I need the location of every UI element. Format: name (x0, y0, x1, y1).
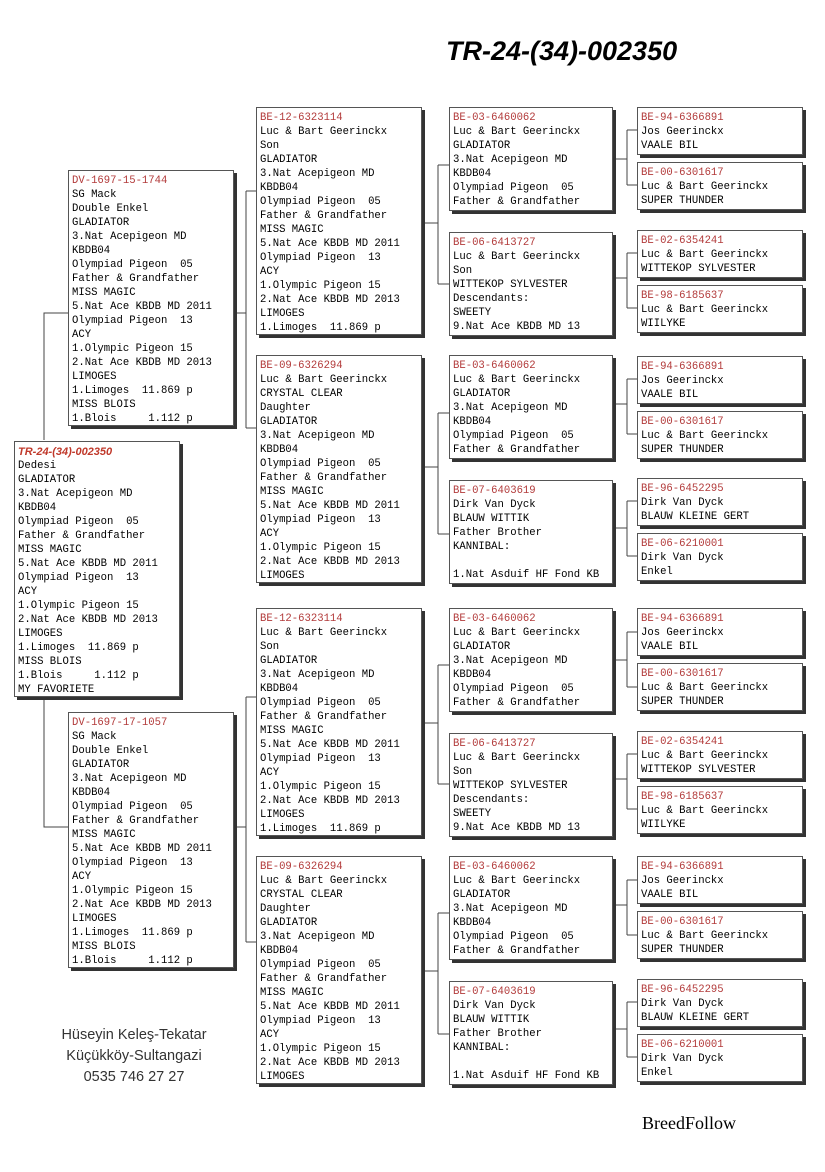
pigeon-info-line: Olympiad Pigeon 05 (260, 959, 381, 971)
pigeon-info-line: Dirk Van Dyck (641, 497, 724, 509)
pigeon-info-line: Luc & Bart Geerinckx (260, 875, 388, 887)
pigeon-info-line: Father Brother (453, 527, 543, 539)
pigeon-card-g3a[interactable] (449, 107, 613, 211)
pigeon-card-g3c[interactable] (449, 355, 613, 459)
ring-number: BE-00-6301617 (641, 916, 724, 928)
pigeon-info-line: BLAUW KLEINE GERT (641, 1012, 750, 1024)
pigeon-info-line: Son (453, 265, 473, 277)
pigeon-info-line: WITTEKOP SYLVESTER (453, 780, 568, 792)
pigeon-info-line: Father & Grandfather (260, 711, 388, 723)
pigeon-info-line: Luc & Bart Geerinckx (641, 750, 769, 762)
pigeon-info-line: Father & Grandfather (72, 273, 200, 285)
pigeon-info-line: LIMOGES (72, 371, 117, 383)
pigeon-info-line: Luc & Bart Geerinckx (453, 251, 581, 263)
pigeon-info-line: Double Enkel (72, 745, 149, 757)
pigeon-info-line: 3.Nat Acepigeon MD (72, 773, 187, 785)
ring-number: BE-98-6185637 (641, 290, 724, 302)
pigeon-info-line: KBDB04 (453, 917, 492, 929)
pigeon-card-g4d[interactable] (637, 285, 803, 333)
pigeon-card-g4o[interactable] (637, 979, 803, 1027)
pigeon-info-line: Luc & Bart Geerinckx (260, 374, 388, 386)
pigeon-info-line: MISS BLOIS (72, 941, 136, 953)
pigeon-info-line: 1.Limoges 11.869 p (72, 927, 193, 939)
pigeon-info-line: WIILYKE (641, 819, 686, 831)
breeder-location: Küçükköy-Sultangazi (66, 1048, 202, 1064)
pigeon-card-g4j[interactable] (637, 663, 803, 711)
pigeon-info-line: LIMOGES (260, 308, 305, 320)
pigeon-info-line: GLADIATOR (453, 889, 511, 901)
pigeon-info-line: 5.Nat Ace KBDB MD 2011 (72, 843, 212, 855)
ring-number: BE-07-6403619 (453, 485, 536, 497)
pigeon-info-line: Son (453, 766, 473, 778)
pigeon-info-line: Father & Grandfather (453, 697, 581, 709)
pigeon-info-line: 1.Blois 1.112 p (72, 413, 193, 425)
pigeon-info-line: Olympiad Pigeon 05 (260, 697, 381, 709)
pigeon-info-line: Luc & Bart Geerinckx (641, 304, 769, 316)
pigeon-info-line: GLADIATOR (260, 917, 318, 929)
pigeon-card-g4p[interactable] (637, 1034, 803, 1082)
pigeon-info-line: 3.Nat Acepigeon MD (260, 430, 375, 442)
pigeon-info-line: VAALE BIL (641, 140, 699, 152)
pigeon-info-line: Daughter (260, 402, 311, 414)
pigeon-info-line: 3.Nat Acepigeon MD (453, 655, 568, 667)
pigeon-info-line: ACY (18, 586, 38, 598)
pigeon-info-line: SUPER THUNDER (641, 944, 724, 956)
pigeon-info-line: 2.Nat Ace KBDB MD 2013 (260, 294, 400, 306)
pigeon-info-line: Olympiad Pigeon 05 (453, 430, 574, 442)
pigeon-info-line: 1.Nat Asduif HF Fond KB (453, 1070, 600, 1082)
pigeon-info-line: Dirk Van Dyck (453, 1000, 536, 1012)
pigeon-info-line: 3.Nat Acepigeon MD (453, 154, 568, 166)
pigeon-info-line: Double Enkel (72, 203, 149, 215)
ring-number: BE-03-6460062 (453, 360, 536, 372)
pigeon-info-line: Olympiad Pigeon 13 (260, 252, 381, 264)
pigeon-card-g4k[interactable] (637, 731, 803, 779)
ring-number: BE-96-6452295 (641, 483, 724, 495)
pigeon-info-line: 1.Olympic Pigeon 15 (260, 1043, 381, 1055)
pigeon-info-line: 3.Nat Acepigeon MD (18, 488, 133, 500)
pigeon-info-line: SUPER THUNDER (641, 696, 724, 708)
pigeon-info-line: MISS MAGIC (260, 224, 324, 236)
pigeon-info-line: GLADIATOR (18, 474, 76, 486)
pigeon-card-g2c[interactable] (256, 608, 422, 836)
pigeon-info-line: 2.Nat Ace KBDB MD 2013 (18, 614, 158, 626)
pigeon-info-line: KBDB04 (453, 669, 492, 681)
pigeon-info-line: Olympiad Pigeon 05 (72, 259, 193, 271)
pigeon-info-line: 9.Nat Ace KBDB MD 13 (453, 822, 581, 834)
brand-logo-text: BreedFollow (642, 1113, 736, 1133)
pigeon-info-line: MISS MAGIC (260, 987, 324, 999)
pigeon-info-line: Olympiad Pigeon 05 (260, 196, 381, 208)
pigeon-info-line: Luc & Bart Geerinckx (641, 181, 769, 193)
pigeon-info-line: Olympiad Pigeon 05 (453, 683, 574, 695)
pigeon-info-line: Luc & Bart Geerinckx (641, 805, 769, 817)
pigeon-info-line: MISS BLOIS (72, 399, 136, 411)
pigeon-card-g4n[interactable] (637, 911, 803, 959)
pigeon-info-line: ACY (260, 767, 280, 779)
pigeon-info-line: Father & Grandfather (260, 472, 388, 484)
pigeon-info-line: Father & Grandfather (260, 973, 388, 985)
ring-number: BE-02-6354241 (641, 235, 724, 247)
ring-number: BE-07-6403619 (453, 986, 536, 998)
pigeon-info-line: Olympiad Pigeon 05 (453, 931, 574, 943)
pigeon-info-line: GLADIATOR (260, 416, 318, 428)
ring-number: BE-06-6210001 (641, 1039, 724, 1051)
pigeon-info-line: Luc & Bart Geerinckx (453, 875, 581, 887)
pigeon-info-line: Dirk Van Dyck (641, 998, 724, 1010)
pigeon-info-line: Luc & Bart Geerinckx (260, 627, 388, 639)
pigeon-info-line: KBDB04 (453, 168, 492, 180)
ring-number: BE-06-6413727 (453, 237, 536, 249)
pigeon-info-line: WITTEKOP SYLVESTER (641, 764, 756, 776)
pigeon-card-g2a[interactable] (256, 107, 422, 335)
ring-number: BE-03-6460062 (453, 613, 536, 625)
pigeon-card-g3g[interactable] (449, 856, 613, 960)
pigeon-info-line: MISS MAGIC (72, 829, 136, 841)
pigeon-card-g4m[interactable] (637, 856, 803, 904)
pigeon-card-g0[interactable] (14, 441, 180, 697)
pigeon-info-line: Olympiad Pigeon 05 (18, 516, 139, 528)
pigeon-info-line: 1.Olympic Pigeon 15 (72, 343, 193, 355)
pigeon-info-line: KBDB04 (72, 787, 111, 799)
pigeon-info-line: 2.Nat Ace KBDB MD 2013 (260, 795, 400, 807)
pigeon-card-g3h[interactable] (449, 981, 613, 1085)
pigeon-info-line: 1.Olympic Pigeon 15 (260, 781, 381, 793)
pigeon-info-line: VAALE BIL (641, 641, 699, 653)
pigeon-info-line: WITTEKOP SYLVESTER (453, 279, 568, 291)
pigeon-info-line: GLADIATOR (453, 140, 511, 152)
pigeon-info-line: BLAUW WITTIK (453, 513, 530, 525)
pigeon-info-line: 5.Nat Ace KBDB MD 2011 (260, 500, 400, 512)
pigeon-info-line: MISS MAGIC (18, 544, 82, 556)
page-title: TR-24-(34)-002350 (446, 36, 678, 66)
pigeon-info-line: ACY (260, 1029, 280, 1041)
pigeon-card-g4i[interactable] (637, 608, 803, 656)
ring-number: BE-03-6460062 (453, 861, 536, 873)
pigeon-info-line: ACY (72, 329, 92, 341)
pigeon-info-line: ACY (72, 871, 92, 883)
pigeon-info-line: GLADIATOR (260, 154, 318, 166)
pigeon-info-line: Father & Grandfather (453, 444, 581, 456)
pigeon-info-line: Jos Geerinckx (641, 375, 724, 387)
pigeon-info-line: 5.Nat Ace KBDB MD 2011 (260, 739, 400, 751)
pigeon-info-line: 1.Limoges 11.869 p (72, 385, 193, 397)
pigeon-info-line: Olympiad Pigeon 05 (72, 801, 193, 813)
pigeon-info-line: SWEETY (453, 307, 492, 319)
pigeon-info-line: 2.Nat Ace KBDB MD 2013 (72, 899, 212, 911)
pigeon-info-line: Son (260, 140, 280, 152)
pigeon-info-line: Luc & Bart Geerinckx (641, 249, 769, 261)
pigeon-info-line: KBDB04 (260, 683, 299, 695)
ring-number: BE-94-6366891 (641, 613, 724, 625)
ring-number: BE-00-6301617 (641, 668, 724, 680)
ring-number: BE-94-6366891 (641, 861, 724, 873)
pigeon-info-line: 3.Nat Acepigeon MD (72, 231, 187, 243)
pigeon-info-line: Father Brother (453, 1028, 543, 1040)
pigeon-info-line: GLADIATOR (260, 655, 318, 667)
pigeon-info-line: Olympiad Pigeon 13 (72, 315, 193, 327)
pigeon-info-line: WIILYKE (641, 318, 686, 330)
pigeon-info-line: Dirk Van Dyck (641, 552, 724, 564)
pigeon-info-line: Olympiad Pigeon 13 (260, 1015, 381, 1027)
pigeon-info-line: Dedesi (18, 460, 57, 472)
pigeon-info-line: 5.Nat Ace KBDB MD 2011 (260, 1001, 400, 1013)
pigeon-info-line: MISS MAGIC (260, 486, 324, 498)
pigeon-info-line: 1.Limoges 11.869 p (260, 823, 381, 835)
pigeon-info-line: Olympiad Pigeon 13 (72, 857, 193, 869)
pigeon-info-line: GLADIATOR (453, 641, 511, 653)
pigeon-info-line: Olympiad Pigeon 05 (453, 182, 574, 194)
pigeon-info-line: SWEETY (453, 808, 492, 820)
ring-number: BE-06-6210001 (641, 538, 724, 550)
pigeon-info-line: 2.Nat Ace KBDB MD 2013 (260, 1057, 400, 1069)
pigeon-info-line: Enkel (641, 566, 673, 578)
ring-number: BE-06-6413727 (453, 738, 536, 750)
pigeon-info-line: Jos Geerinckx (641, 875, 724, 887)
pigeon-info-line: 9.Nat Ace KBDB MD 13 (453, 321, 581, 333)
pigeon-info-line: 1.Limoges 11.869 p (260, 322, 381, 334)
pigeon-info-line: 3.Nat Acepigeon MD (260, 931, 375, 943)
pigeon-info-line: KBDB04 (260, 182, 299, 194)
pigeon-info-line: 1.Olympic Pigeon 15 (72, 885, 193, 897)
pigeon-info-line: MISS MAGIC (72, 287, 136, 299)
pigeon-info-line: KANNIBAL: (453, 541, 511, 553)
ring-number: BE-09-6326294 (260, 360, 343, 372)
pigeon-card-g3e[interactable] (449, 608, 613, 712)
pigeon-card-g1b[interactable] (68, 712, 234, 968)
ring-number: DV-1697-17-1057 (72, 717, 168, 729)
pigeon-card-g4a[interactable] (637, 107, 803, 155)
pigeon-info-line: 1.Olympic Pigeon 15 (260, 542, 381, 554)
pigeon-card-g2d[interactable] (256, 856, 422, 1084)
pigeon-card-g4b[interactable] (637, 162, 803, 210)
pigeon-info-line: Luc & Bart Geerinckx (260, 126, 388, 138)
pigeon-info-line: Olympiad Pigeon 13 (260, 514, 381, 526)
pigeon-info-line: 5.Nat Ace KBDB MD 2011 (72, 301, 212, 313)
pigeon-info-line: SUPER THUNDER (641, 195, 724, 207)
pigeon-info-line: Luc & Bart Geerinckx (453, 752, 581, 764)
pigeon-info-line: SUPER THUNDER (641, 444, 724, 456)
pigeon-card-g4f[interactable] (637, 411, 803, 459)
pigeon-info-line: GLADIATOR (72, 217, 130, 229)
ring-number: BE-00-6301617 (641, 416, 724, 428)
pigeon-info-line: MISS BLOIS (18, 656, 82, 668)
pigeon-info-line: 1.Nat Asduif HF Fond KB (453, 569, 600, 581)
pigeon-info-line: Father & Grandfather (453, 196, 581, 208)
pigeon-card-g3d[interactable] (449, 480, 613, 584)
pigeon-info-line: KANNIBAL: (453, 1042, 511, 1054)
pigeon-info-line: Son (260, 641, 280, 653)
pigeon-info-line: Father & Grandfather (260, 210, 388, 222)
breeder-info (54, 1025, 214, 1088)
pigeon-card-g2b[interactable] (256, 355, 422, 583)
pigeon-info-line: 5.Nat Ace KBDB MD 2011 (18, 558, 158, 570)
pigeon-info-line: CRYSTAL CLEAR (260, 388, 343, 400)
pigeon-info-line: Luc & Bart Geerinckx (453, 126, 581, 138)
pigeon-info-line: 5.Nat Ace KBDB MD 2011 (260, 238, 400, 250)
pigeon-info-line: SG Mack (72, 731, 117, 743)
pigeon-info-line: ACY (260, 528, 280, 540)
pigeon-info-line: 1.Blois 1.112 p (72, 955, 193, 967)
pigeon-card-g1a[interactable] (68, 170, 234, 426)
pigeon-info-line: Luc & Bart Geerinckx (453, 374, 581, 386)
pigeon-info-line: Daughter (260, 903, 311, 915)
pigeon-info-line: GLADIATOR (453, 388, 511, 400)
pigeon-info-line: LIMOGES (260, 1071, 305, 1083)
pigeon-info-line: Descendants: (453, 794, 530, 806)
pigeon-info-line: 2.Nat Ace KBDB MD 2013 (260, 556, 400, 568)
pigeon-info-line: 3.Nat Acepigeon MD (260, 168, 375, 180)
pigeon-info-line: Olympiad Pigeon 13 (18, 572, 139, 584)
pigeon-info-line: Father & Grandfather (453, 945, 581, 957)
ring-number: BE-96-6452295 (641, 984, 724, 996)
pigeon-info-line: BLAUW WITTIK (453, 1014, 530, 1026)
pigeon-info-line: Dirk Van Dyck (453, 499, 536, 511)
pigeon-info-line: Father & Grandfather (18, 530, 146, 542)
pigeon-info-line: Luc & Bart Geerinckx (641, 682, 769, 694)
ring-number: TR-24-(34)-002350 (18, 446, 113, 458)
pigeon-info-line: GLADIATOR (72, 759, 130, 771)
ring-number: BE-09-6326294 (260, 861, 343, 873)
pigeon-info-line: Dirk Van Dyck (641, 1053, 724, 1065)
pigeon-info-line: 3.Nat Acepigeon MD (260, 669, 375, 681)
ring-number: BE-12-6323114 (260, 112, 343, 124)
pigeon-info-line: MY FAVORIETE (18, 684, 95, 696)
ring-number: BE-02-6354241 (641, 736, 724, 748)
pigeon-card-g4l[interactable] (637, 786, 803, 834)
pigeon-card-g3b[interactable] (449, 232, 613, 336)
pigeon-info-line: BLAUW KLEINE GERT (641, 511, 750, 523)
pigeon-info-line: 1.Olympic Pigeon 15 (260, 280, 381, 292)
pigeon-info-line: Father & Grandfather (72, 815, 200, 827)
ring-number: BE-94-6366891 (641, 112, 724, 124)
pigeon-card-g4e[interactable] (637, 356, 803, 404)
pigeon-info-line: SG Mack (72, 189, 117, 201)
pigeon-card-g4h[interactable] (637, 533, 803, 581)
pigeon-info-line: LIMOGES (18, 628, 63, 640)
pigeon-info-line: KBDB04 (260, 945, 299, 957)
pigeon-info-line: 3.Nat Acepigeon MD (453, 903, 568, 915)
pigeon-card-g4c[interactable] (637, 230, 803, 278)
ring-number: BE-98-6185637 (641, 791, 724, 803)
pigeon-info-line: 2.Nat Ace KBDB MD 2013 (72, 357, 212, 369)
pigeon-card-g3f[interactable] (449, 733, 613, 837)
pigeon-info-line: KBDB04 (72, 245, 111, 257)
pigeon-info-line: KBDB04 (453, 416, 492, 428)
pigeon-info-line: CRYSTAL CLEAR (260, 889, 343, 901)
pigeon-info-line: ACY (260, 266, 280, 278)
ring-number: BE-94-6366891 (641, 361, 724, 373)
pigeon-info-line: WITTEKOP SYLVESTER (641, 263, 756, 275)
breeder-name: Hüseyin Keleş-Tekatar (61, 1027, 207, 1043)
ring-number: DV-1697-15-1744 (72, 175, 168, 187)
pigeon-info-line: Jos Geerinckx (641, 126, 724, 138)
pigeon-info-line: Enkel (641, 1067, 673, 1079)
pigeon-info-line: Luc & Bart Geerinckx (453, 627, 581, 639)
pigeon-info-line: Descendants: (453, 293, 530, 305)
pigeon-info-line: Olympiad Pigeon 05 (260, 458, 381, 470)
ring-number: BE-03-6460062 (453, 112, 536, 124)
pigeon-info-line: MISS MAGIC (260, 725, 324, 737)
ring-number: BE-00-6301617 (641, 167, 724, 179)
pigeon-info-line: Jos Geerinckx (641, 627, 724, 639)
pigeon-info-line: Olympiad Pigeon 13 (260, 753, 381, 765)
pigeon-info-line: VAALE BIL (641, 389, 699, 401)
ring-number: BE-12-6323114 (260, 613, 343, 625)
pigeon-info-line: 1.Blois 1.112 p (18, 670, 139, 682)
pigeon-info-line: Luc & Bart Geerinckx (641, 930, 769, 942)
pigeon-card-g4g[interactable] (637, 478, 803, 526)
pigeon-info-line: LIMOGES (260, 809, 305, 821)
pigeon-info-line: LIMOGES (260, 570, 305, 582)
pigeon-info-line: LIMOGES (72, 913, 117, 925)
pigeon-info-line: 1.Limoges 11.869 p (18, 642, 139, 654)
pigeon-info-line: KBDB04 (260, 444, 299, 456)
pigeon-info-line: 1.Olympic Pigeon 15 (18, 600, 139, 612)
pigeon-info-line (453, 554, 609, 568)
pigeon-info-line (453, 1055, 609, 1069)
pigeon-info-line: Luc & Bart Geerinckx (641, 430, 769, 442)
pigeon-info-line: VAALE BIL (641, 889, 699, 901)
breeder-phone: 0535 746 27 27 (83, 1069, 185, 1085)
pigeon-info-line: 3.Nat Acepigeon MD (453, 402, 568, 414)
pigeon-info-line: KBDB04 (18, 502, 57, 514)
